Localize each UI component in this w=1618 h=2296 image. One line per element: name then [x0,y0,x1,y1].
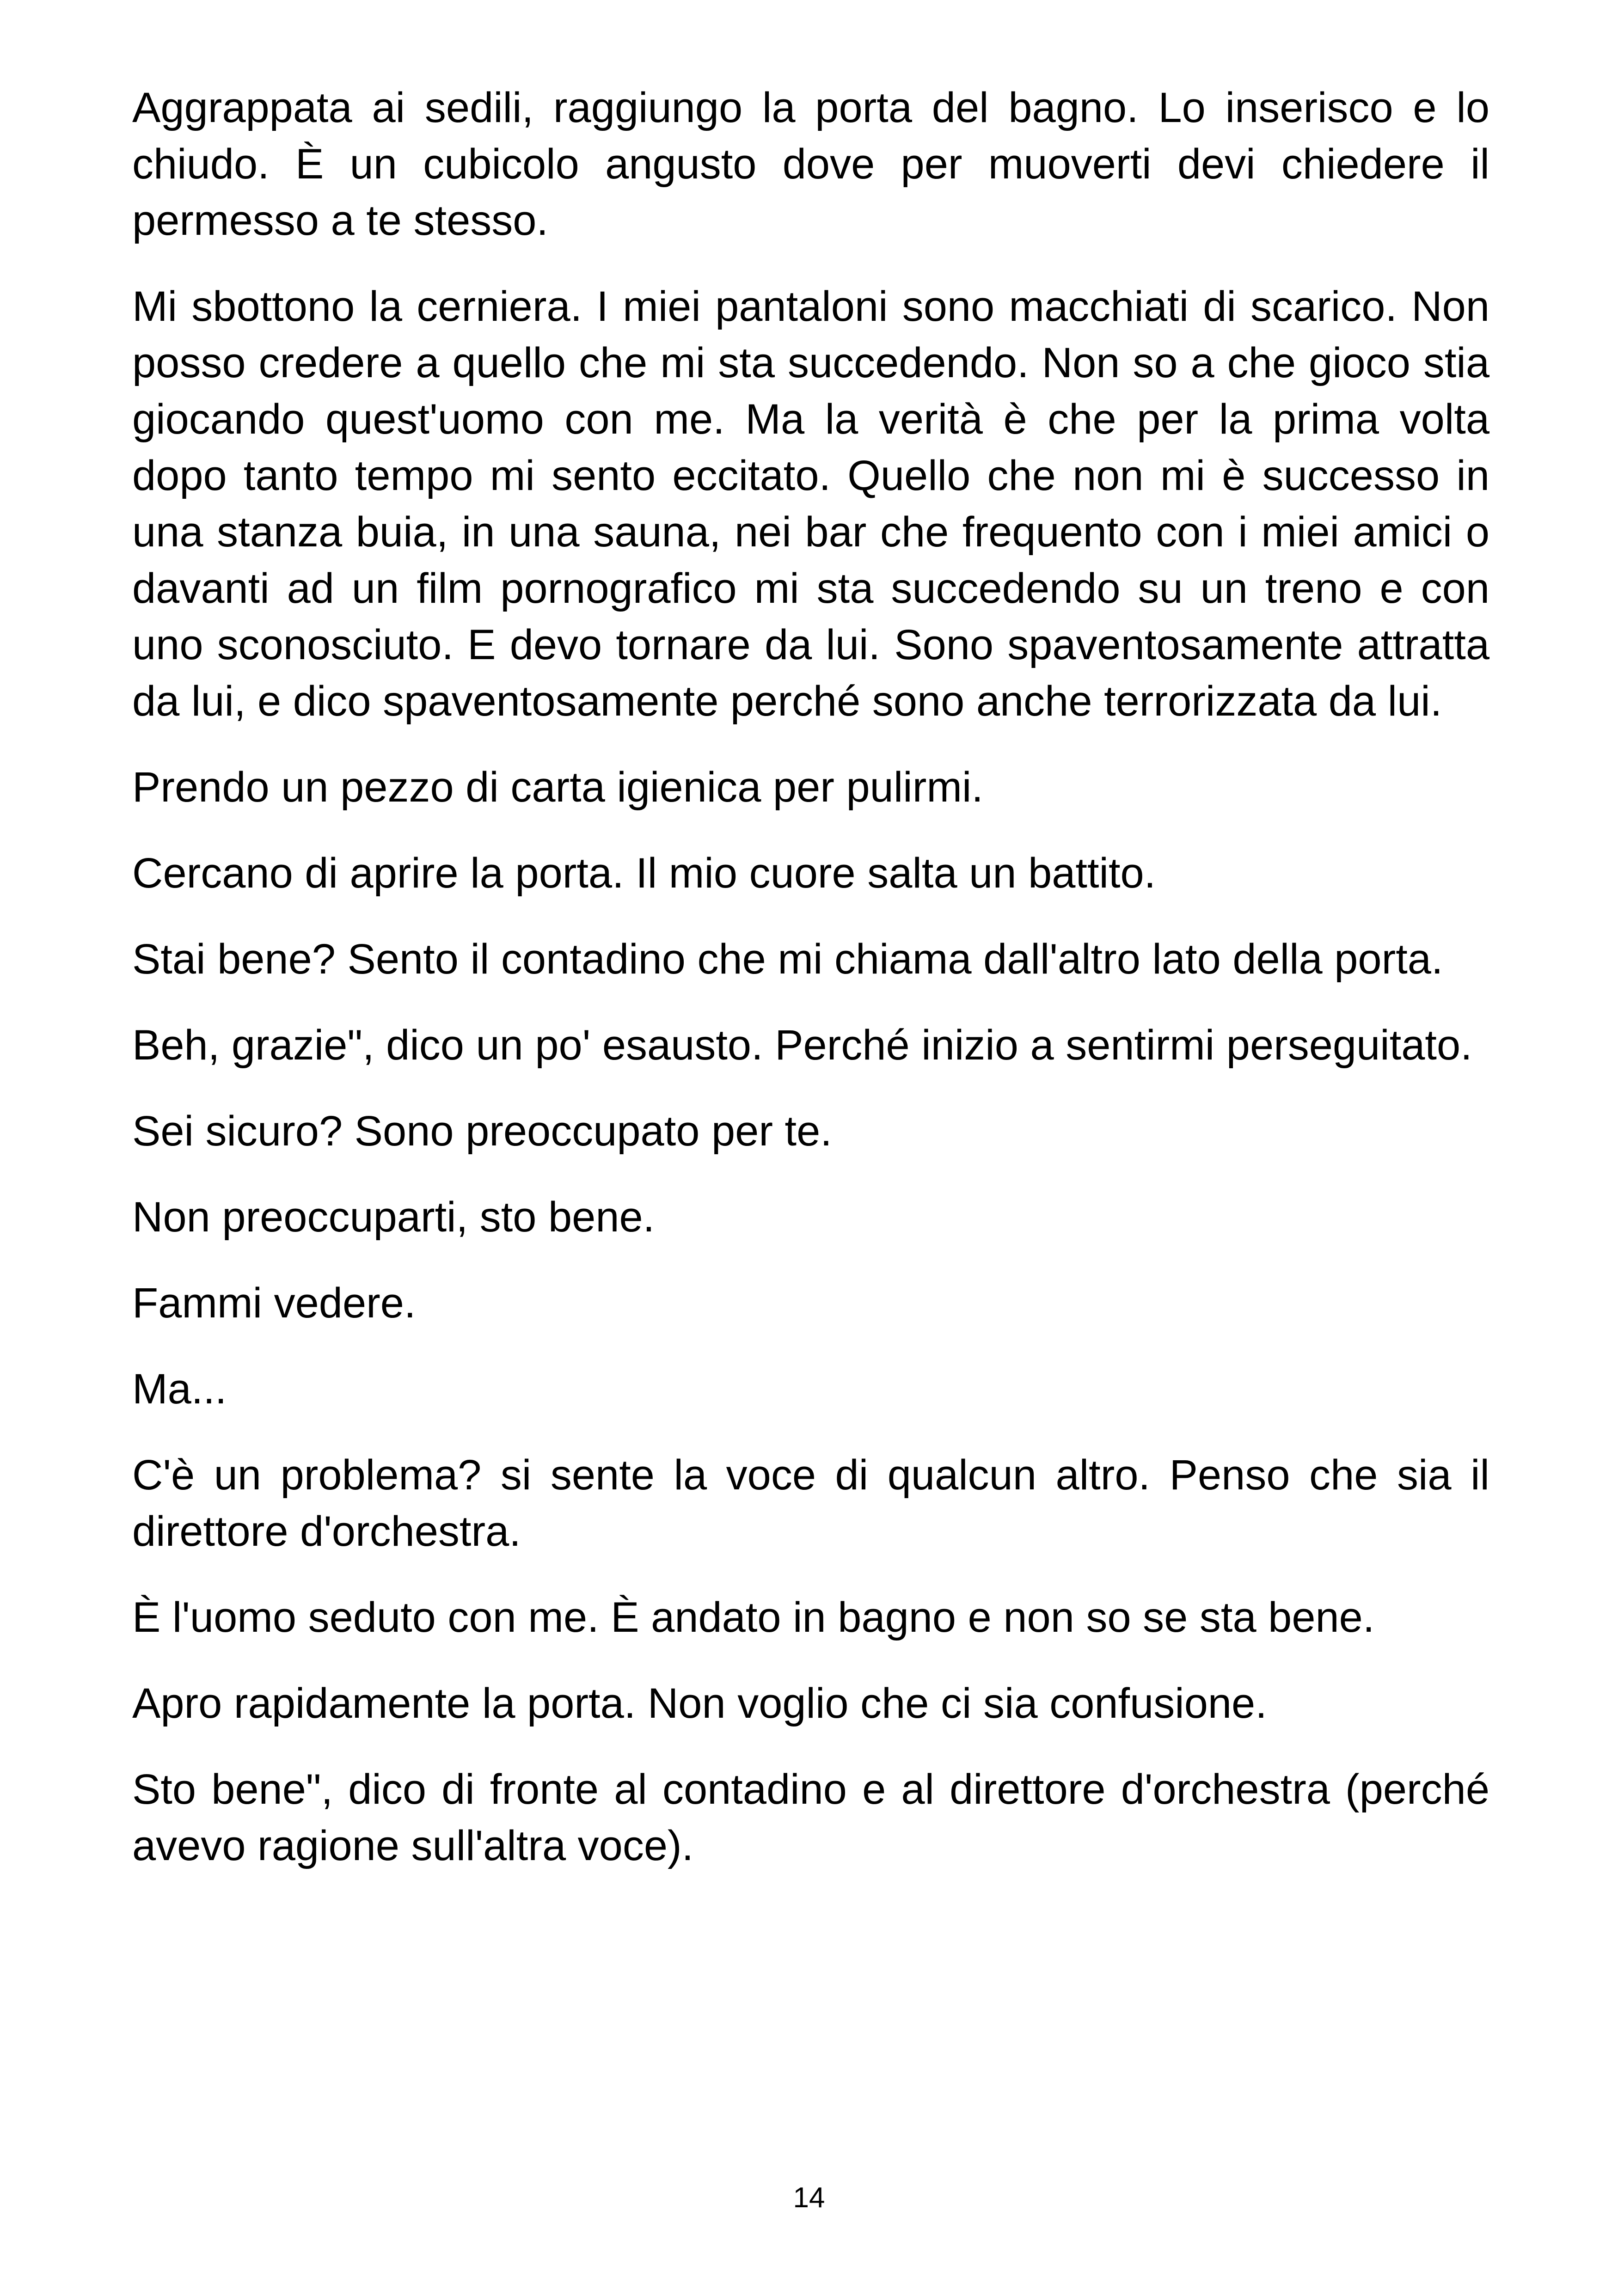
paragraph: Cercano di aprire la porta. Il mio cuore salta un battito. [132,850,1156,897]
paragraph: Prendo un pezzo di carta igienica per pulirmi. [132,764,983,811]
paragraph: Beh, grazie", dico un po' esausto. Perché inizio a sentirmi perseguitato. [132,1022,1472,1069]
paragraph: Sei sicuro? Sono preoccupato per te. [132,1108,832,1155]
paragraph: C'è un problema? si sente la voce di qualcun altro. Penso che sia il direttore d'orchestra. [132,1451,1489,1555]
paragraph: Sto bene", dico di fronte al contadino e al direttore d'orchestra (perché avevo ragione sull'altra voce). [132,1766,1489,1869]
paragraph: Stai bene? Sento il contadino che mi chiama dall'altro lato della porta. [132,936,1443,983]
paragraph: È l'uomo seduto con me. È andato in bagno e non so se sta bene. [132,1594,1375,1641]
paragraph: Mi sbottono la cerniera. I miei pantaloni sono macchiati di scarico. Non posso credere a quello che mi sta succedendo. Non so a che gioco stia giocando quest'uomo con me. Ma la verità è che per la prima volta dopo tanto tempo mi sento eccitato. Quello che non mi è successo in una stanza buia, in una sauna, nei bar che frequento con i miei amici o davanti ad un film pornografico mi sta succedendo su un treno e con uno sconosciuto. E devo tornare da lui. Sono spaventosamente attratta da lui, e dico spaventosamente perché sono anche terrorizzata da lui. [132,283,1489,725]
page-number: 14 [793,2182,825,2214]
page-body [132,80,1489,1904]
paragraph: Aggrappata ai sedili, raggiungo la porta del bagno. Lo inserisco e lo chiudo. È un cubicolo angusto dove per muoverti devi chiedere il permesso a te stesso. [132,84,1489,244]
paragraph: Apro rapidamente la porta. Non voglio che ci sia confusione. [132,1680,1267,1727]
paragraph: Fammi vedere. [132,1280,416,1327]
paragraph: Non preoccuparti, sto bene. [132,1194,655,1241]
paragraph: Ma... [132,1365,227,1413]
